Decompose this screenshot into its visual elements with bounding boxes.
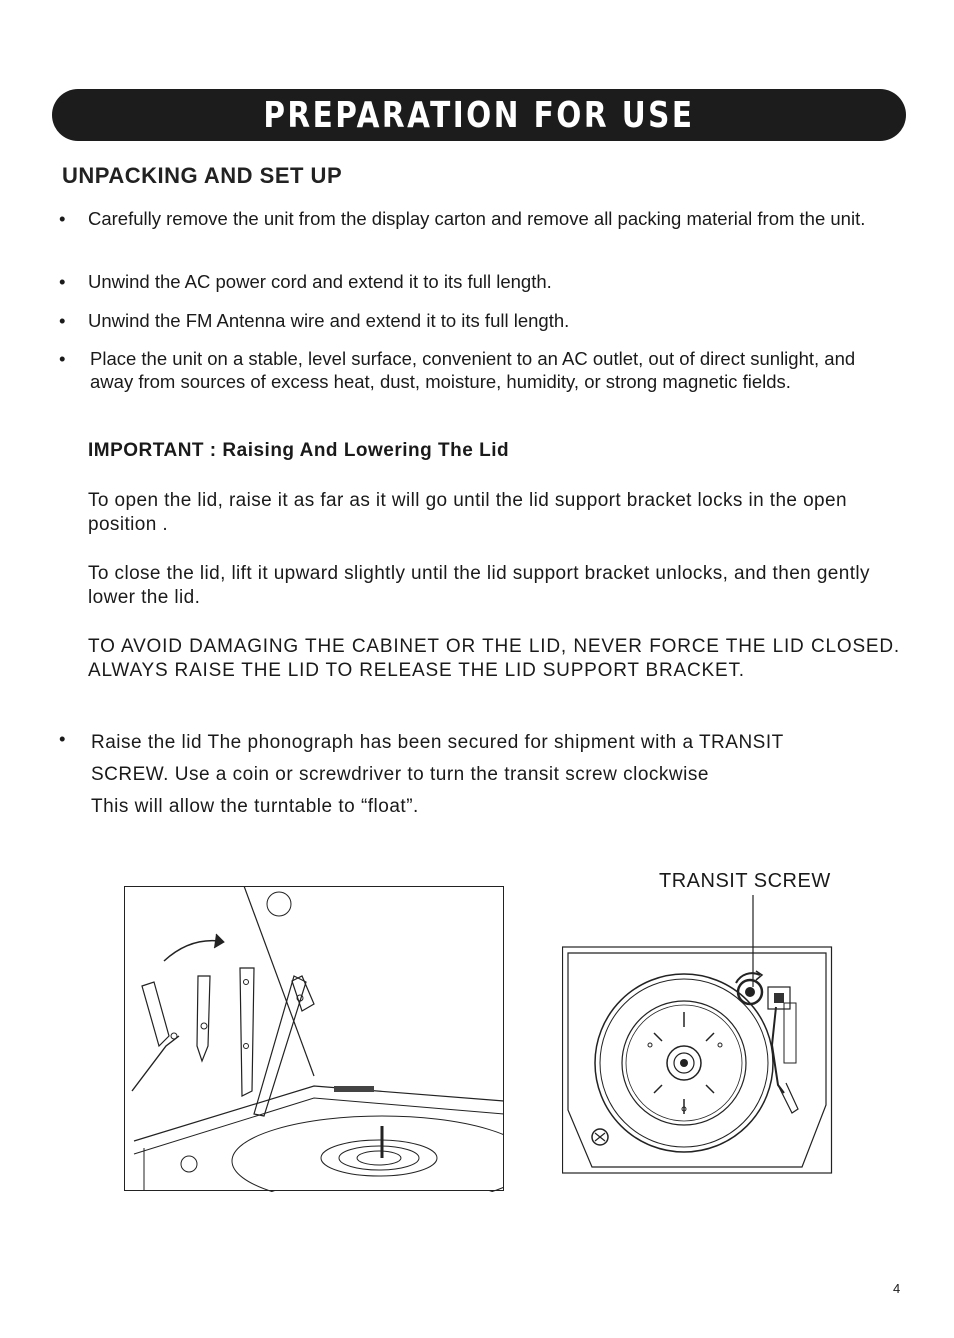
bullet-marker: • — [59, 208, 66, 229]
lid-illustration — [124, 886, 504, 1192]
transit-screw-label: TRANSIT SCREW — [659, 870, 831, 892]
important-heading: IMPORTANT : Raising And Lowering The Lid — [88, 440, 510, 461]
turntable-illustration — [562, 895, 834, 1180]
bullet-text: Place the unit on a stable, level surface, convenient to an AC outlet, out of direct sunlight, and away from sources of excess heat, dust, moisture, humidity, or strong magnetic fields. — [90, 348, 856, 392]
section-heading: UNPACKING AND SET UP — [62, 163, 343, 188]
transit-line-2: SCREW. Use a coin or screwdriver to turn the transit screw clockwise — [91, 764, 709, 785]
bullet-marker: • — [59, 728, 66, 749]
page-number: 4 — [893, 1281, 901, 1296]
bullet-marker: • — [59, 348, 66, 369]
bullet-marker: • — [59, 310, 66, 331]
bullet-text: Unwind the FM Antenna wire and extend it to its full length. — [88, 310, 570, 331]
transit-line-1: Raise the lid The phonograph has been secured for shipment with a TRANSIT — [91, 732, 784, 753]
lid-open-text: To open the lid, raise it as far as it will go until the lid support bracket locks in the open position . — [88, 490, 847, 535]
bullet-marker: • — [59, 271, 66, 292]
bullet-text: Carefully remove the unit from the display carton and remove all packing material from the unit. — [88, 208, 866, 229]
transit-line-3: This will allow the turntable to “float”. — [91, 796, 419, 817]
bullet-text: Unwind the AC power cord and extend it to its full length. — [88, 271, 552, 292]
title-banner — [52, 89, 906, 141]
lid-close-text: To close the lid, lift it upward slightly until the lid support bracket unlocks, and then gently lower the lid. — [88, 563, 870, 608]
lid-warning-text: TO AVOID DAMAGING THE CABINET OR THE LID, NEVER FORCE THE LID CLOSED. ALWAYS RAISE THE LID TO RELEASE THE LID SUPPORT BRACKET. — [88, 636, 900, 681]
page-title: PREPARATION FOR USE — [263, 94, 695, 136]
